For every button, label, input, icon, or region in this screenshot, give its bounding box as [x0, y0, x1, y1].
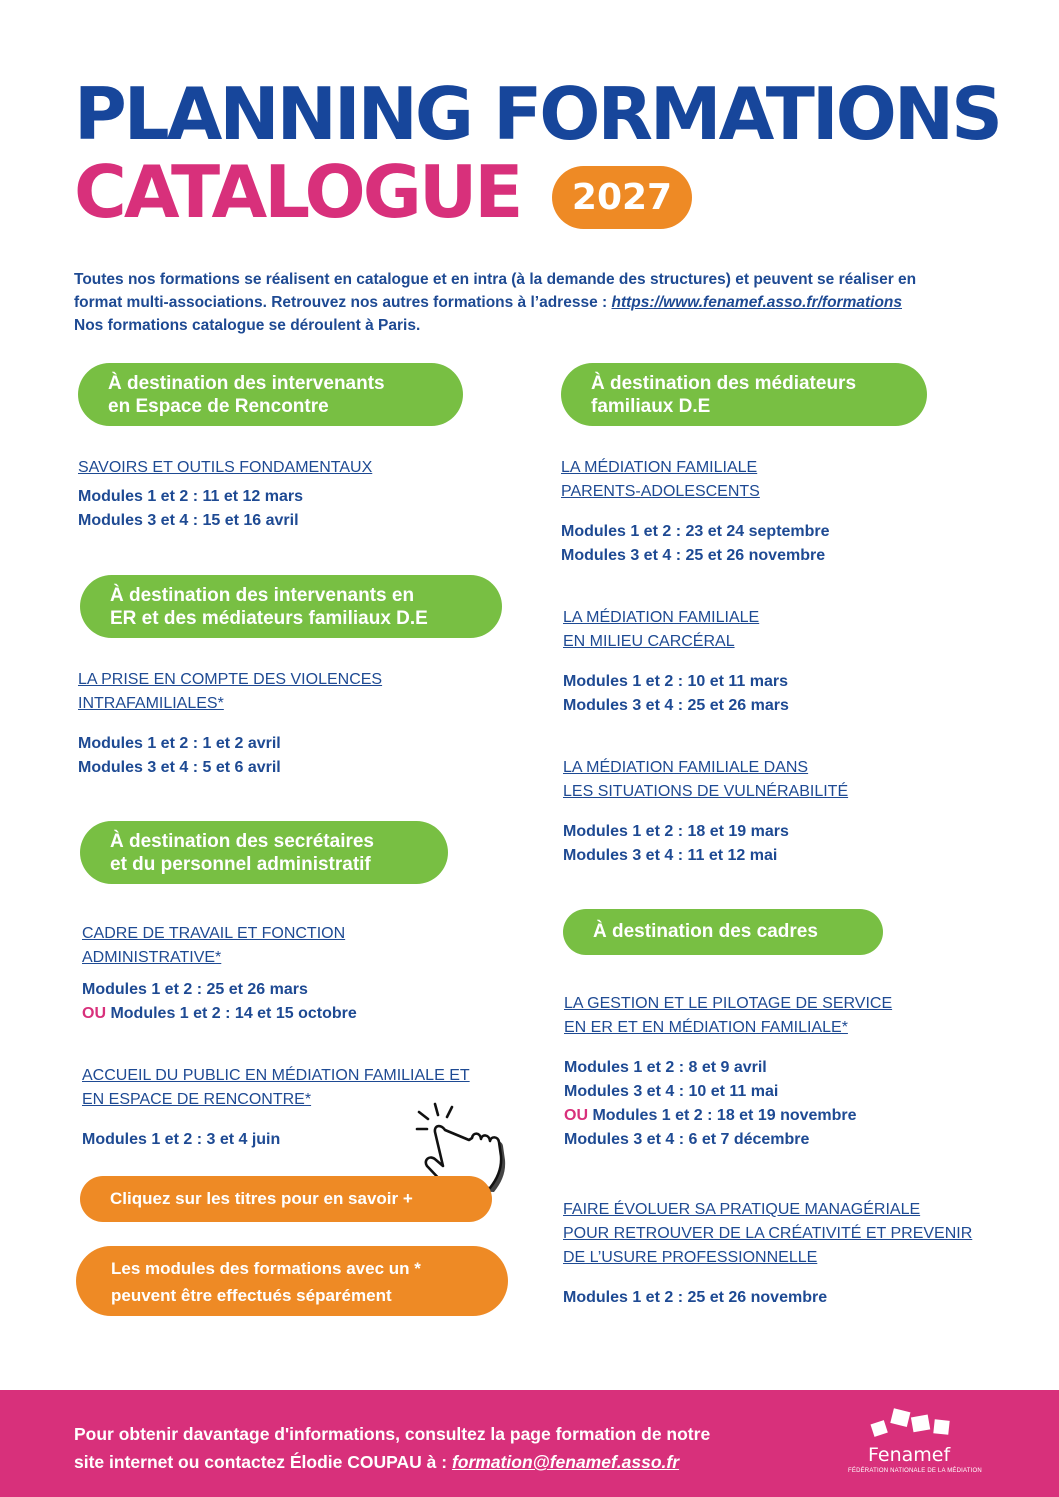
module-line: Modules 1 et 2 : 8 et 9 avril [564, 1059, 767, 1076]
year-badge: 2027 [552, 166, 692, 229]
course-title-line1: LA MÉDIATION FAMILIALE [563, 609, 760, 626]
pill-mediateurs-familiaux [561, 363, 927, 426]
intro-text [74, 268, 1014, 337]
formations-link[interactable]: https://www.fenamef.asso.fr/formations [611, 294, 903, 311]
course-title-line1: LA MÉDIATION FAMILIALE [561, 459, 758, 476]
course-cadre-modules [82, 978, 357, 1026]
module-line: Modules 3 et 4 : 6 et 7 décembre [564, 1131, 810, 1148]
course-title-line3: DE L’USURE PROFESSIONNELLE [563, 1249, 818, 1266]
course-cadre-travail[interactable] [82, 922, 345, 970]
course-title-line1: LA MÉDIATION FAMILIALE DANS [563, 759, 809, 776]
course-title-line2: INTRAFAMILIALES* [78, 695, 224, 712]
intro-line2 [74, 291, 1014, 314]
course-title-line1: LA PRISE EN COMPTE DES VIOLENCES [78, 671, 383, 688]
module-line: Modules 1 et 2 : 25 et 26 mars [82, 981, 308, 998]
module-line: Modules 1 et 2 : 25 et 26 novembre [563, 1289, 828, 1306]
course-title-line2: POUR RETROUVER DE LA CRÉATIVITÉ ET PREVENIR [563, 1225, 973, 1242]
module-line [564, 1104, 857, 1128]
module-line: Modules 3 et 4 : 25 et 26 novembre [561, 547, 826, 564]
module-line: Modules 3 et 4 : 25 et 26 mars [563, 697, 789, 714]
course-vulnerabilite[interactable] [563, 756, 848, 804]
course-title-line1: FAIRE ÉVOLUER SA PRATIQUE MANAGÉRIALE [563, 1201, 921, 1218]
module-line: Modules 1 et 2 : 10 et 11 mars [563, 673, 788, 690]
course-violences-intrafamiliales[interactable] [78, 668, 382, 716]
course-title-line2: PARENTS-ADOLESCENTS [561, 483, 760, 500]
title-line1: PLANNING FORMATIONS [74, 72, 1000, 156]
pill-line1: À destination des secrétaires [110, 831, 374, 852]
course-gestion-pilotage[interactable] [564, 992, 892, 1040]
course-title-line1: CADRE DE TRAVAIL ET FONCTION [82, 925, 346, 942]
fenamef-logo [848, 1406, 998, 1486]
pill-line1: À destination des intervenants en [110, 585, 415, 606]
module-line [82, 1002, 357, 1026]
cta-label: Cliquez sur les titres pour en savoir + [110, 1189, 413, 1208]
logo-wordmark: Fenamef [868, 1444, 951, 1466]
course-title-line2: EN ESPACE DE RENCONTRE* [82, 1091, 312, 1108]
course-savoirs-outils[interactable]: SAVOIRS ET OUTILS FONDAMENTAUX [78, 459, 373, 476]
module-line: Modules 1 et 2 : 1 et 2 avril [78, 735, 281, 752]
course-title-line2: EN ER ET EN MÉDIATION FAMILIALE* [564, 1019, 848, 1036]
intro-line2-text: format multi-associations. Retrouvez nos autres formations à l’adresse : [74, 294, 612, 311]
pill-line2: en Espace de Rencontre [108, 396, 329, 417]
pill-line2: familiaux D.E [591, 396, 711, 417]
course-title-line1: LA GESTION ET LE PILOTAGE DE SERVICE [564, 995, 893, 1012]
module-line: Modules 3 et 4 : 15 et 16 avril [78, 512, 299, 529]
pill-intervenants-mediateurs [80, 575, 502, 638]
course-title-line1: ACCUEIL DU PUBLIC EN MÉDIATION FAMILIALE ET [82, 1067, 470, 1084]
course-title-line2: LES SITUATIONS DE VULNÉRABILITÉ [563, 783, 849, 800]
course-title-line2: EN MILIEU CARCÉRAL [563, 633, 735, 650]
logo-squares-icon [848, 1406, 998, 1446]
cta-button [80, 1176, 492, 1222]
course-milieu-carceral[interactable] [563, 606, 759, 654]
pill-secretaires [80, 821, 448, 884]
course-title-line2: ADMINISTRATIVE* [82, 949, 222, 966]
course-carceral-modules [563, 670, 789, 718]
course-parents-adolescents[interactable] [561, 456, 760, 504]
note-line2: peuvent être effectués séparément [111, 1286, 392, 1305]
module-line: Modules 3 et 4 : 5 et 6 avril [78, 759, 281, 776]
intro-line1: Toutes nos formations se réalisent en catalogue et en intra (à la demande des structures) et peuvent se réaliser en [74, 271, 917, 288]
note-asterisk [76, 1246, 508, 1316]
title-line2: CATALOGUE [74, 150, 521, 234]
course-accueil-modules [82, 1128, 280, 1152]
logo-subtitle: FÉDÉRATION NATIONALE DE LA MÉDIATION [848, 1468, 982, 1474]
module-line: Modules 3 et 4 : 10 et 11 mai [564, 1083, 779, 1100]
footer-line1: Pour obtenir davantage d'informations, consultez la page formation de notre [74, 1424, 711, 1444]
module-text: Modules 1 et 2 : 18 et 19 novembre [588, 1107, 857, 1124]
pill-cadres [563, 909, 883, 955]
course-vulnerabilite-modules [563, 820, 789, 868]
module-text: Modules 1 et 2 : 14 et 15 octobre [106, 1005, 357, 1022]
contact-email-link[interactable]: formation@fenamef.asso.fr [451, 1452, 680, 1472]
footer-line2-text: site internet ou contactez Élodie COUPAU à : [74, 1452, 452, 1472]
pill-line1: À destination des intervenants [108, 373, 385, 394]
course-manageriale-modules [563, 1286, 827, 1310]
course-violences-modules [78, 732, 281, 780]
pill-intervenants-er [78, 363, 463, 426]
module-line: Modules 1 et 2 : 18 et 19 mars [563, 823, 789, 840]
pill-label: À destination des cadres [593, 921, 818, 942]
course-gestion-modules [564, 1056, 857, 1152]
or-label: OU [82, 1005, 106, 1022]
module-line: Modules 1 et 2 : 23 et 24 septembre [561, 523, 830, 540]
course-savoirs-modules [78, 485, 303, 533]
intro-line3: Nos formations catalogue se déroulent à Paris. [74, 317, 421, 334]
module-line: Modules 1 et 2 : 11 et 12 mars [78, 488, 303, 505]
or-label: OU [564, 1107, 588, 1124]
note-line1: Les modules des formations avec un * [111, 1259, 421, 1278]
course-pratique-manageriale[interactable] [563, 1198, 972, 1270]
footer-text [74, 1420, 710, 1476]
pill-line2: ER et des médiateurs familiaux D.E [110, 608, 428, 629]
footer-banner [0, 1390, 1059, 1497]
footer-line2 [74, 1448, 710, 1476]
module-line: Modules 3 et 4 : 11 et 12 mai [563, 847, 778, 864]
module-line: Modules 1 et 2 : 3 et 4 juin [82, 1131, 281, 1148]
pill-line1: À destination des médiateurs [591, 373, 857, 394]
pill-line2: et du personnel administratif [110, 854, 371, 875]
course-parents-modules [561, 520, 830, 568]
